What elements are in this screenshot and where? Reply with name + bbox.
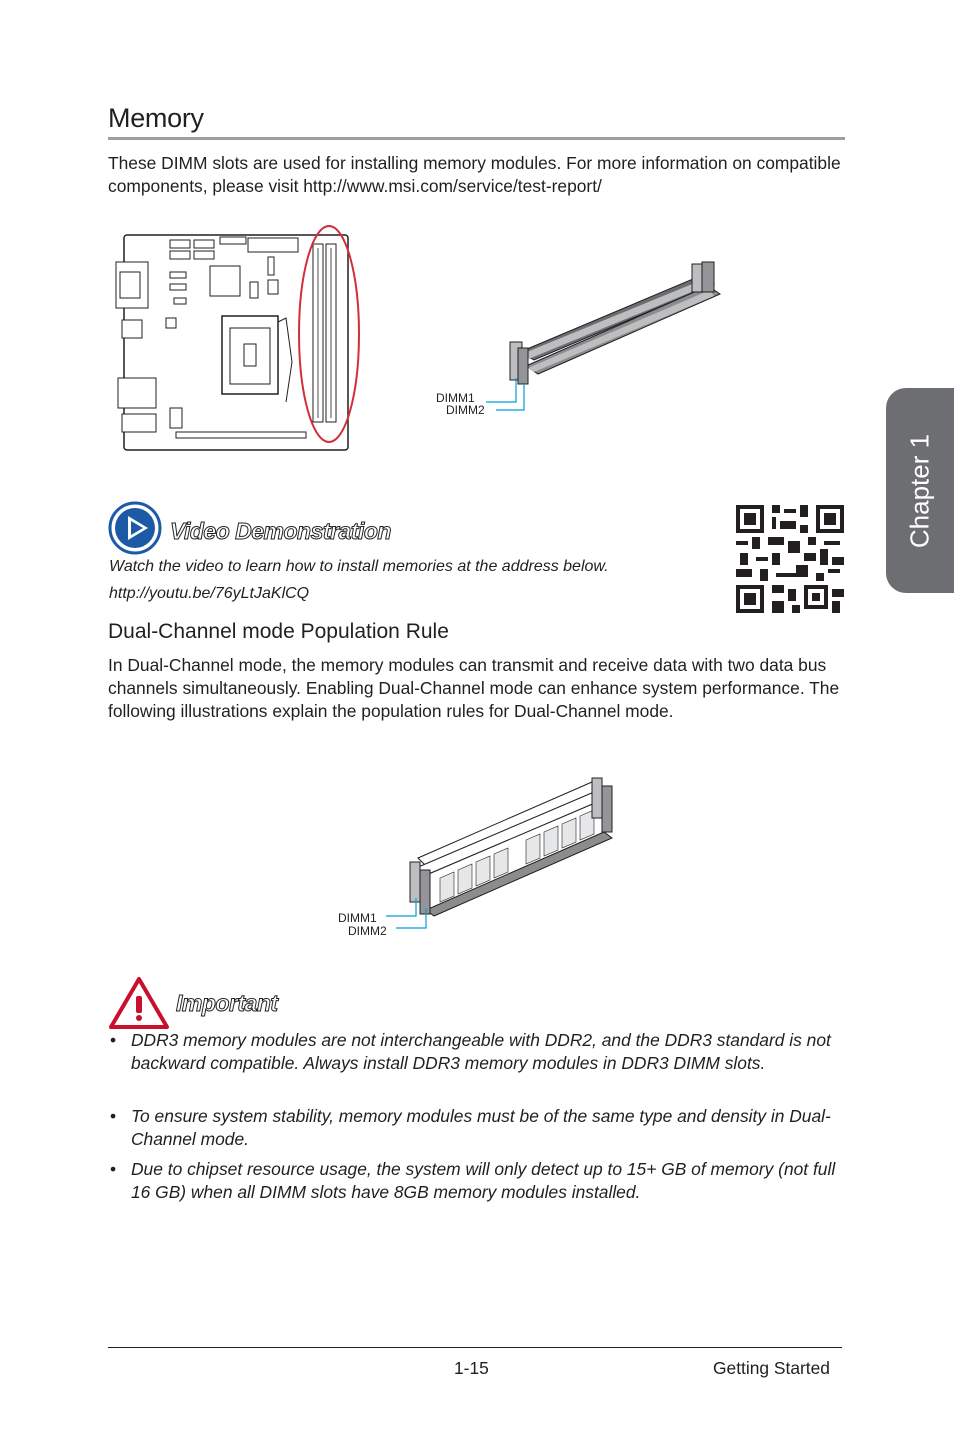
footer-divider <box>108 1347 842 1348</box>
warning-icon <box>108 976 170 1030</box>
video-heading: Video Demonstration <box>170 518 391 544</box>
chapter-tab[interactable] <box>886 388 954 593</box>
module-dimm1-label: DIMM1 <box>338 911 377 925</box>
page-title: Memory <box>108 103 204 133</box>
dimm-module-installed-figure <box>330 770 630 942</box>
dimm-slots-figure <box>430 248 730 428</box>
video-description: Watch the video to learn how to install memories at the address below. <box>109 558 609 575</box>
qr-code-icon <box>736 505 844 613</box>
intro-paragraph: These DIMM slots are used for installing memory modules. For more information on compatible components, please visit http://www.msi.com/service/test-report/ <box>108 153 841 196</box>
dimm1-label: DIMM1 <box>436 391 475 405</box>
motherboard-layout-figure <box>110 222 370 454</box>
important-bullet: • To ensure system stability, memory modules must be of the same type and density in Dual-Channel mode. <box>110 1106 831 1149</box>
video-url-link[interactable]: http://youtu.be/76yLtJaKlCQ <box>109 585 310 602</box>
important-heading: Important <box>176 990 278 1016</box>
dual-channel-paragraph: In Dual-Channel mode, the memory modules can transmit and receive data with two data bus channels simultaneously. Enabling Dual-Channel mode can enhance system performance. The following illustrations explain the population rules for Dual-Channel mode. <box>108 655 840 721</box>
dual-channel-heading: Dual-Channel mode Population Rule <box>108 620 449 643</box>
module-dimm2-label: DIMM2 <box>348 924 387 938</box>
page-number: 1-15 <box>454 1358 489 1378</box>
play-icon[interactable] <box>108 500 164 556</box>
important-bullet: • DDR3 memory modules are not interchangeable with DDR2, and the DDR3 standard is not backward compatible. Always install DDR3 memory modules in DDR3 DIMM slots. <box>110 1030 831 1073</box>
title-divider <box>108 137 845 140</box>
footer-section-title: Getting Started <box>713 1358 830 1378</box>
important-bullet: • Due to chipset resource usage, the system will only detect up to 15+ GB of memory (not full 16 GB) when all DIMM slots have 8GB memory modules installed. <box>110 1159 836 1202</box>
dimm2-label: DIMM2 <box>446 403 485 417</box>
chapter-tab-label: Chapter 1 <box>904 433 935 548</box>
